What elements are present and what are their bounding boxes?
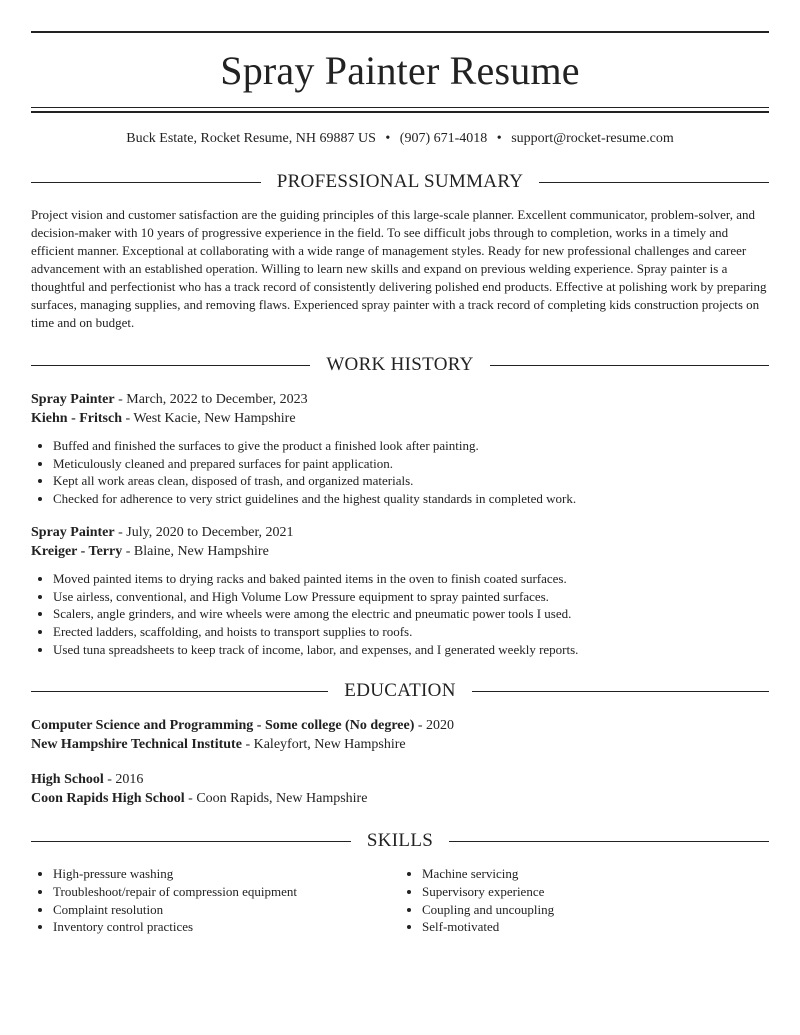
education-year: - 2020: [414, 718, 455, 734]
resume-page: [31, 0, 769, 936]
heading-rule: [31, 841, 351, 842]
company-location: - West Kacie, New Hampshire: [122, 411, 296, 426]
list-item: • Coupling and uncoupling: [422, 901, 769, 919]
list-item: • Supervisory experience: [422, 883, 769, 901]
company-location: - Blaine, New Hampshire: [122, 543, 269, 559]
skills-list-right: [400, 865, 769, 936]
job-title: Spray Painter: [31, 524, 115, 540]
section-title: WORK HISTORY: [326, 354, 474, 375]
list-item: • Use airless, conventional, and High Volume Low Pressure equipment to spray painted surfaces.: [53, 588, 769, 606]
section-title: SKILLS: [366, 830, 434, 852]
list-item: • Kept all work areas clean, disposed of trash, and organized materials.: [53, 472, 769, 490]
job-bullets: [31, 437, 769, 508]
section-heading-work: [31, 352, 769, 378]
contact-email: support@rocket-resume.com: [511, 131, 674, 146]
degree-name: Computer Science and Programming - Some college (No degree): [31, 718, 415, 734]
top-rule: [31, 31, 769, 33]
list-item: • High-pressure washing: [53, 865, 400, 883]
job-employer: [31, 409, 769, 428]
skills-list-left: [31, 865, 400, 936]
heading-rule: [449, 841, 769, 842]
education-header: [31, 770, 769, 789]
list-item: • Checked for adherence to very strict guidelines and the highest quality standards in completed work.: [53, 490, 769, 508]
job-entry: [31, 390, 769, 508]
list-item: • Moved painted items to drying racks and baked painted items in the oven to finish coated surfaces.: [53, 570, 769, 588]
list-item: • Used tuna spreadsheets to keep track of income, labor, and expenses, and I generated weekly reports.: [53, 641, 769, 659]
list-item: • Scalers, angle grinders, and wire wheels were among the electric and pneumatic power tools I used.: [53, 605, 769, 623]
summary-paragraph: Project vision and customer satisfaction are the guiding principles of this large-scale planner. Excellent communicator, problem-solver, and decision-maker with 10 years of progressive experience in the field. To see difficult jobs through to completion, works in a timely and efficient manner. Exceptional at collaborating with a wide range of management styles. Ready for new professional challenges and career advancement with an established operation. Willing to learn new skills and expand on previous welding experience. Spray painter is a thoughtful and perfectionist who has a track record of consistently delivering polished end products. Effective at polishing work by preparing surfaces, managing supplies, and removing flaws. Experienced spray painter with a track record of completing kids construction projects on time and on budget.: [31, 207, 767, 330]
section-heading-skills: [31, 828, 769, 854]
school-location: - Coon Rapids, New Hampshire: [184, 791, 368, 807]
job-dates: - March, 2022 to December, 2023: [114, 392, 308, 407]
heading-rule: [490, 365, 769, 366]
contact-line: [31, 129, 769, 149]
contact-separator: •: [496, 131, 502, 146]
list-item: • Meticulously cleaned and prepared surfaces for paint application.: [53, 455, 769, 473]
heading-rule: [539, 182, 769, 183]
skills-columns: [31, 865, 769, 936]
education-year: - 2016: [103, 772, 144, 788]
school-name: Coon Rapids High School: [31, 791, 185, 807]
degree-name: High School: [31, 772, 104, 788]
list-item: • Machine servicing: [422, 865, 769, 883]
heading-rule: [472, 691, 769, 692]
list-item: • Self-motivated: [422, 918, 769, 936]
school-location: - Kaleyfort, New Hampshire: [241, 737, 406, 753]
list-item: • Complaint resolution: [53, 901, 400, 919]
education-school: [31, 789, 769, 808]
job-dates: - July, 2020 to December, 2021: [114, 524, 294, 540]
company-name: Kreiger - Terry: [31, 543, 123, 559]
job-employer: [31, 542, 769, 561]
job-header: [31, 390, 769, 409]
list-item: • Troubleshoot/repair of compression equipment: [53, 883, 400, 901]
job-title: Spray Painter: [31, 392, 115, 407]
education-entry: [31, 716, 769, 754]
job-entry: [31, 523, 769, 659]
section-heading-education: [31, 678, 769, 704]
section-title: PROFESSIONAL SUMMARY: [276, 171, 524, 192]
company-name: Kiehn - Fritsch: [31, 411, 122, 426]
page-title: Spray Painter Resume: [220, 48, 580, 93]
job-bullets: [31, 570, 769, 659]
list-item: • Inventory control practices: [53, 918, 400, 936]
title-double-rule: [31, 107, 769, 113]
heading-rule: [31, 182, 261, 183]
contact-separator: •: [385, 131, 391, 146]
list-item: • Buffed and finished the surfaces to give the product a finished look after painting.: [53, 437, 769, 455]
heading-rule: [31, 365, 310, 366]
job-header: [31, 523, 769, 542]
list-item: • Erected ladders, scaffolding, and hoists to transport supplies to roofs.: [53, 623, 769, 641]
education-header: [31, 716, 769, 735]
school-name: New Hampshire Technical Institute: [31, 737, 242, 753]
contact-phone: (907) 671-4018: [399, 131, 488, 146]
heading-rule: [31, 691, 328, 692]
education-school: [31, 735, 769, 754]
education-entry: [31, 770, 769, 808]
section-title: EDUCATION: [344, 680, 456, 702]
contact-address: Buck Estate, Rocket Resume, NH 69887 US: [126, 131, 376, 146]
section-heading-summary: [31, 169, 769, 195]
